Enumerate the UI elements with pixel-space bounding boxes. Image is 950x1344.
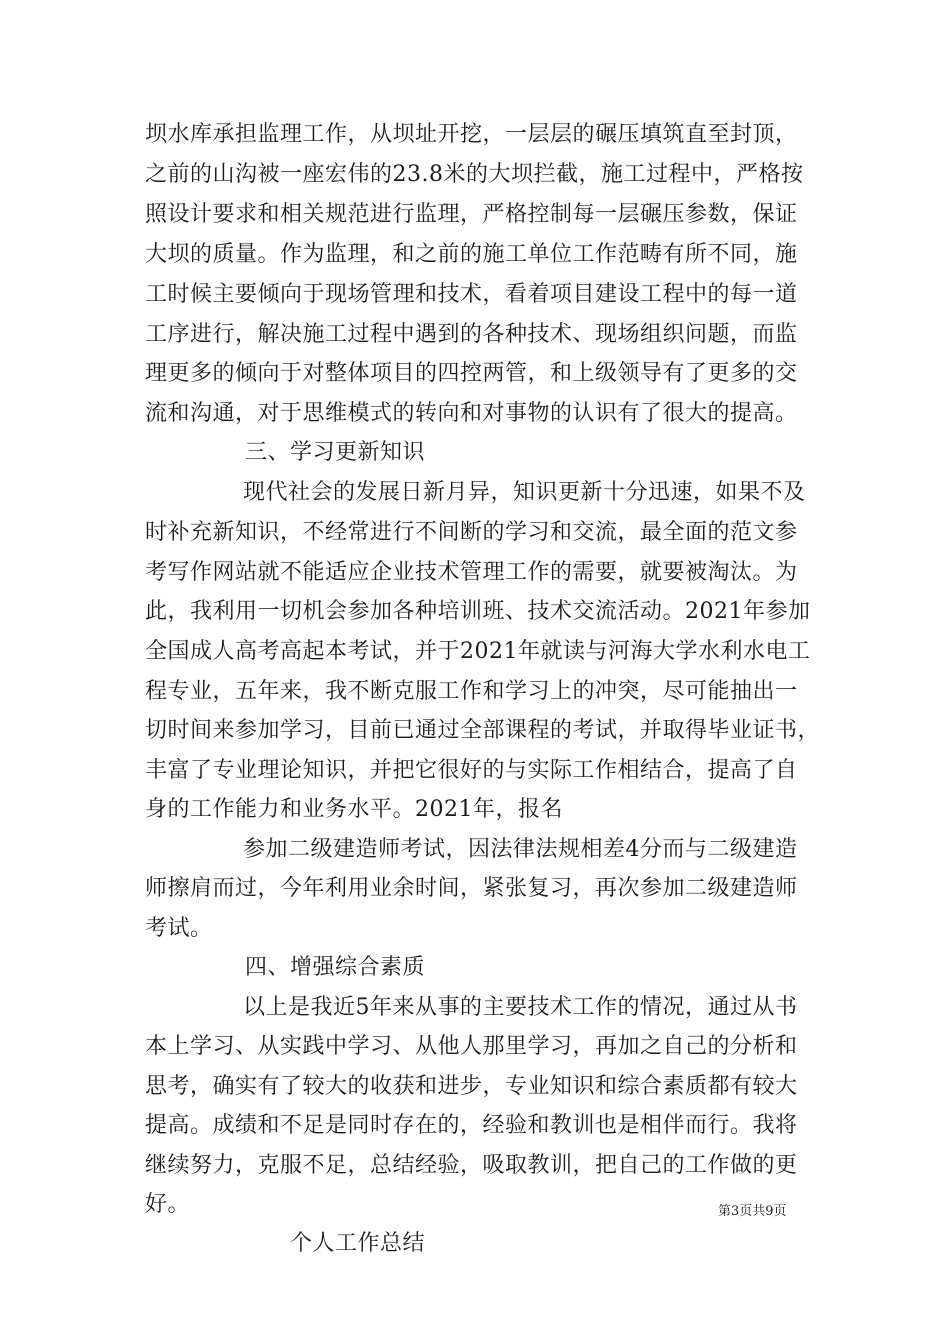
text-line: 参加二级建造师考试，因法律法规相差4分而与二级建造 — [243, 837, 798, 862]
text-line: 丰富了专业理论知识，并把它很好的与实际工作相结合，提高了自 — [145, 758, 798, 783]
text-line: 现代社会的发展日新月异，知识更新十分迅速，如果不及 — [243, 480, 806, 505]
section-heading: 三、学习更新知识 — [245, 440, 426, 465]
text-line: 好。 — [145, 1192, 191, 1217]
text-line: 时补充新知识，不经常进行不间断的学习和交流，最全面的范文参 — [145, 520, 798, 545]
text-line: 此，我利用一切机会参加各种培训班、技术交流活动。2021年参加 — [145, 599, 811, 624]
document-title: 个人工作总结 — [290, 1231, 426, 1256]
text-line: 全国成人高考高起本考试，并于2021年就读与河海大学水利水电工 — [145, 639, 811, 664]
text-line: 考试。 — [145, 916, 213, 941]
text-line: 切时间来参加学习，目前已通过全部课程的考试，并取得毕业证书， — [145, 718, 821, 743]
text-line: 师擦肩而过，今年利用业余时间，紧张复习，再次参加二级建造师 — [145, 876, 798, 901]
section-heading: 四、增强综合素质 — [245, 955, 426, 980]
text-line: 继续努力，克服不足，总结经验，吸取教训，把自己的工作做的更 — [145, 1153, 798, 1178]
text-line: 考写作网站就不能适应企业技术管理工作的需要，就要被淘汰。为 — [145, 560, 798, 585]
text-line: 坝水库承担监理工作，从坝址开挖，一层层的碾压填筑直至封顶， — [145, 122, 798, 147]
text-line: 理更多的倾向于对整体项目的四控两管，和上级领导有了更多的交 — [145, 361, 798, 386]
text-line: 工时候主要倾向于现场管理和技术，看着项目建设工程中的每一道 — [145, 282, 798, 307]
text-line: 之前的山沟被一座宏伟的23.8米的大坝拦截，施工过程中，严格按 — [145, 162, 804, 187]
text-line: 本上学习、从实践中学习、从他人那里学习，再加之自己的分析和 — [145, 1034, 798, 1059]
text-line: 身的工作能力和业务水平。2021年，报名 — [145, 797, 563, 822]
text-line: 工序进行，解决施工过程中遇到的各种技术、现场组织问题，而监 — [145, 322, 798, 347]
text-line: 流和沟通，对于思维模式的转向和对事物的认识有了很大的提高。 — [145, 401, 798, 426]
text-line: 提高。成绩和不足是同时存在的，经验和教训也是相伴而行。我将 — [145, 1113, 798, 1138]
text-line: 程专业，五年来，我不断克服工作和学习上的冲突，尽可能抽出一 — [145, 679, 798, 704]
text-line: 思考，确实有了较大的收获和进步，专业知识和综合素质都有较大 — [145, 1074, 798, 1099]
page-number: 第3页共9页 — [718, 1204, 787, 1219]
text-line: 以上是我近5年来从事的主要技术工作的情况，通过从书 — [243, 995, 798, 1020]
text-line: 照设计要求和相关规范进行监理，严格控制每一层碾压参数，保证 — [145, 202, 798, 227]
text-line: 大坝的质量。作为监理，和之前的施工单位工作范畴有所不同，施 — [145, 242, 798, 267]
